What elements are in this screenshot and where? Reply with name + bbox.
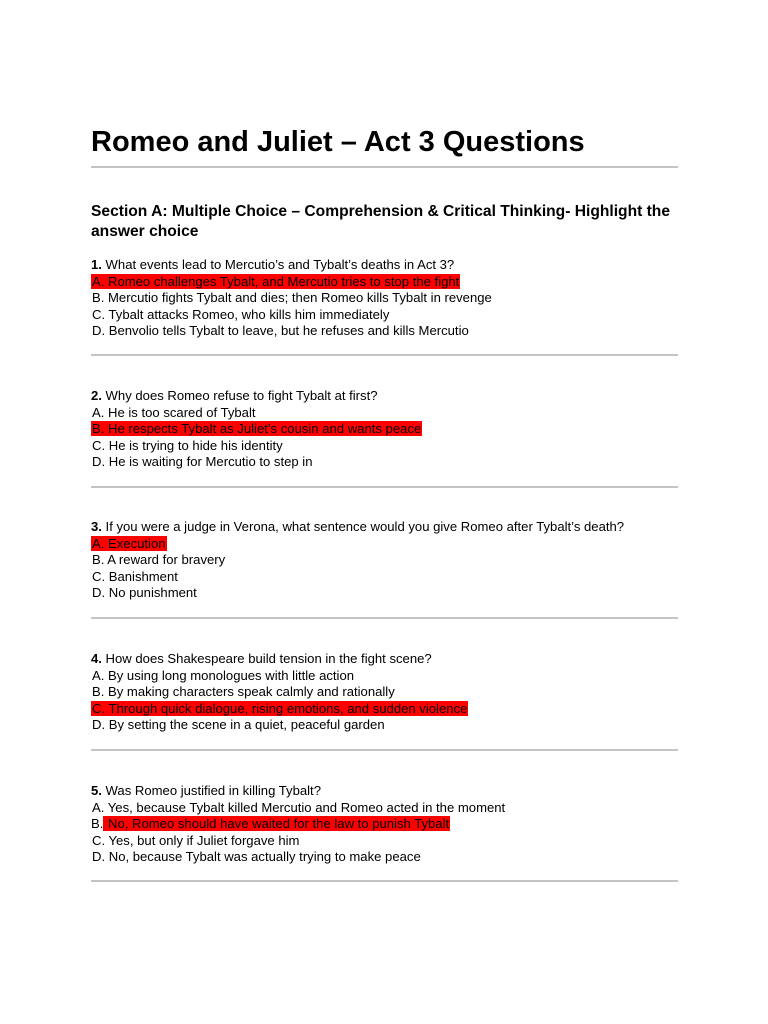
answer-option-d <box>91 585 691 602</box>
option-text: B. By making characters speak calmly and rationally <box>92 684 395 699</box>
option-text: A. Yes, because Tybalt killed Mercutio and Romeo acted in the moment <box>92 799 506 815</box>
option-text: B. Mercutio fights Tybalt and dies; then Romeo kills Tybalt in revenge <box>92 290 492 305</box>
question-text: How does Shakespeare build tension in the fight scene? <box>101 651 432 666</box>
option-text: A. Execution <box>92 535 166 551</box>
option-text: No, Romeo should have waited for the law to punish Tybalt <box>104 816 450 831</box>
answer-option-a <box>91 405 691 422</box>
question-text: Was Romeo justified in killing Tybalt? <box>101 783 321 798</box>
option-text: C. Tybalt attacks Romeo, who kills him immediately <box>92 306 390 322</box>
option-text: D. Benvolio tells Tybalt to leave, but he refuses and kills Mercutio <box>92 323 469 338</box>
option-letter: B. <box>91 816 104 831</box>
question-stem <box>91 519 691 536</box>
question-divider <box>91 749 678 751</box>
section-heading: Section A: Multiple Choice – Comprehension & Critical Thinking- Highlight the answer choice <box>91 203 671 240</box>
answer-option-a <box>91 274 691 291</box>
question-number: 2. <box>91 388 102 403</box>
option-text: D. No punishment <box>92 585 197 600</box>
question-divider <box>91 617 678 619</box>
option-text: B. A reward for bravery <box>92 552 226 567</box>
question-2 <box>91 388 691 471</box>
option-text: A. He is too scared of Tybalt <box>92 404 256 420</box>
question-number: 1. <box>91 257 102 272</box>
question-1 <box>91 257 691 340</box>
answer-option-d <box>91 454 691 471</box>
question-number: 3. <box>91 519 102 534</box>
answer-option-a <box>91 800 691 817</box>
question-number: 5. <box>91 783 102 798</box>
question-4 <box>91 651 691 734</box>
option-text: D. He is waiting for Mercutio to step in <box>92 454 313 469</box>
answer-option-c <box>91 833 691 850</box>
answer-option-b <box>91 816 691 833</box>
option-text: A. By using long monologues with little action <box>92 667 355 683</box>
page-title: Romeo and Juliet – Act 3 Questions <box>91 126 585 158</box>
option-text: C. Through quick dialogue, rising emotions, and sudden violence <box>92 700 468 716</box>
question-stem <box>91 257 691 274</box>
option-text: D. No, because Tybalt was actually trying to make peace <box>92 849 421 864</box>
answer-option-d <box>91 849 691 866</box>
answer-option-c <box>91 701 691 718</box>
question-divider <box>91 880 678 882</box>
option-text: B. He respects Tybalt as Juliet’s cousin and wants peace <box>92 421 422 436</box>
option-text: C. Banishment <box>92 568 178 584</box>
option-text: C. He is trying to hide his identity <box>92 437 283 453</box>
question-text: What events lead to Mercutio’s and Tybalt’s deaths in Act 3? <box>101 257 455 272</box>
answer-option-d <box>91 323 691 340</box>
answer-option-b <box>91 552 691 569</box>
answer-option-c <box>91 569 691 586</box>
answer-option-c <box>91 438 691 455</box>
question-text: If you were a judge in Verona, what sentence would you give Romeo after Tybalt’s death? <box>101 519 625 534</box>
question-divider <box>91 486 678 488</box>
question-text: Why does Romeo refuse to fight Tybalt at first? <box>101 388 378 403</box>
option-text: A. Romeo challenges Tybalt, and Mercutio tries to stop the fight <box>92 273 460 289</box>
answer-option-c <box>91 307 691 324</box>
answer-option-a <box>91 536 691 553</box>
option-text: D. By setting the scene in a quiet, peaceful garden <box>92 717 385 732</box>
answer-option-b <box>91 421 691 438</box>
question-stem <box>91 783 691 800</box>
question-number: 4. <box>91 651 102 666</box>
question-stem <box>91 651 691 668</box>
question-stem <box>91 388 691 405</box>
answer-option-a <box>91 668 691 685</box>
title-divider <box>91 166 678 168</box>
answer-option-b <box>91 290 691 307</box>
answer-option-d <box>91 717 691 734</box>
question-divider <box>91 354 678 356</box>
question-5 <box>91 783 691 866</box>
question-3 <box>91 519 691 602</box>
answer-option-b <box>91 684 691 701</box>
option-text: C. Yes, but only if Juliet forgave him <box>92 832 300 848</box>
